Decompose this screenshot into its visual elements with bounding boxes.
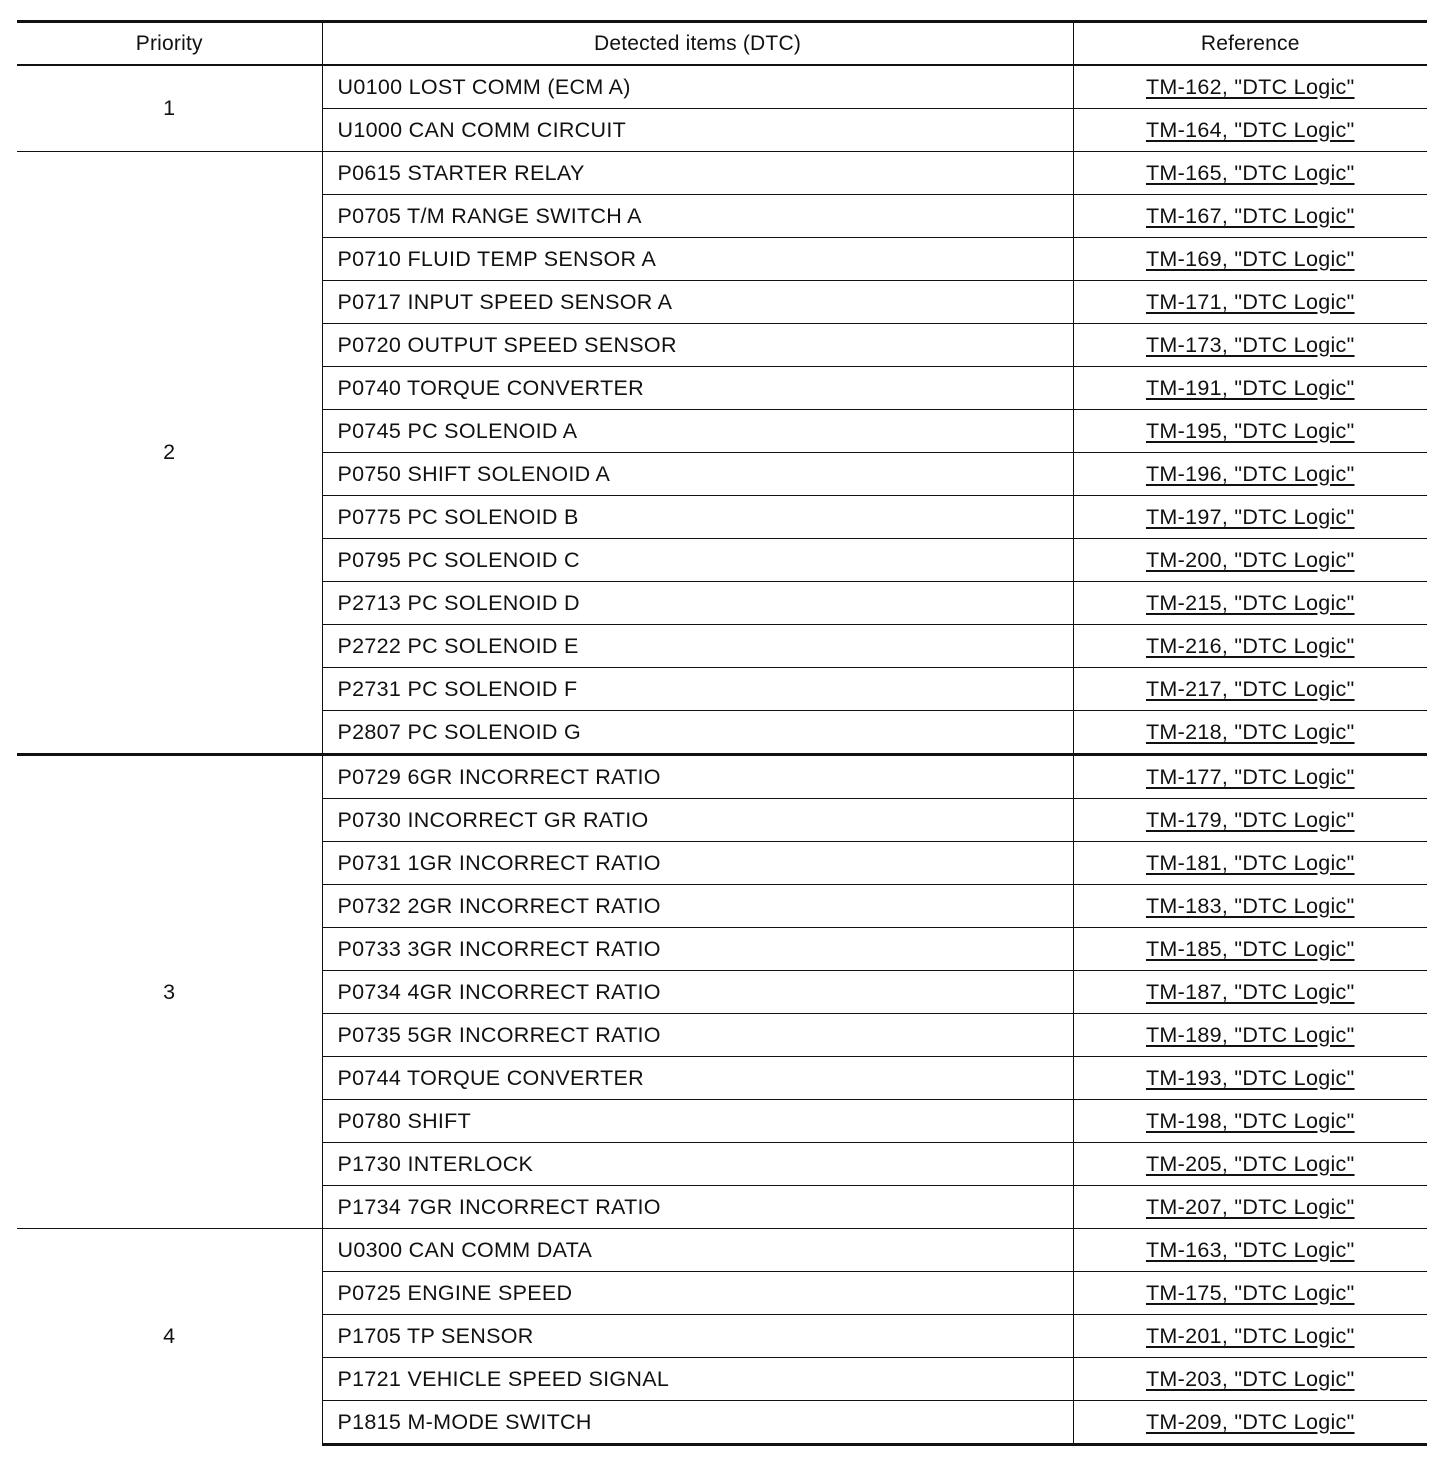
reference-cell (1073, 885, 1427, 928)
reference-cell (1073, 367, 1427, 410)
reference-link[interactable]: TM-177, "DTC Logic" (1145, 764, 1355, 789)
dtc-item-cell: P0725 ENGINE SPEED (322, 1272, 1073, 1315)
reference-cell (1073, 582, 1427, 625)
reference-link[interactable]: TM-189, "DTC Logic" (1145, 1022, 1355, 1047)
dtc-item-cell: P0733 3GR INCORRECT RATIO (322, 928, 1073, 971)
reference-cell (1073, 65, 1427, 109)
reference-link[interactable]: TM-185, "DTC Logic" (1145, 936, 1355, 961)
dtc-item-cell: P0731 1GR INCORRECT RATIO (322, 842, 1073, 885)
table-row (17, 65, 1427, 109)
dtc-item-cell: P0734 4GR INCORRECT RATIO (322, 971, 1073, 1014)
reference-link[interactable]: TM-164, "DTC Logic" (1145, 117, 1355, 142)
reference-link[interactable]: TM-163, "DTC Logic" (1145, 1237, 1355, 1262)
dtc-item-cell: P0732 2GR INCORRECT RATIO (322, 885, 1073, 928)
dtc-item-cell: P1721 VEHICLE SPEED SIGNAL (322, 1358, 1073, 1401)
reference-cell (1073, 711, 1427, 755)
reference-link[interactable]: TM-196, "DTC Logic" (1145, 461, 1355, 486)
dtc-item-cell: P0710 FLUID TEMP SENSOR A (322, 238, 1073, 281)
reference-cell (1073, 238, 1427, 281)
priority-cell: 3 (17, 755, 322, 1229)
dtc-item-cell: P0730 INCORRECT GR RATIO (322, 799, 1073, 842)
dtc-item-cell: P0775 PC SOLENOID B (322, 496, 1073, 539)
reference-cell (1073, 1186, 1427, 1229)
header-detected-items: Detected items (DTC) (322, 22, 1073, 66)
reference-cell (1073, 668, 1427, 711)
reference-cell (1073, 1143, 1427, 1186)
priority-cell: 1 (17, 65, 322, 152)
reference-link[interactable]: TM-181, "DTC Logic" (1145, 850, 1355, 875)
dtc-item-cell: P0750 SHIFT SOLENOID A (322, 453, 1073, 496)
reference-cell (1073, 842, 1427, 885)
reference-cell (1073, 625, 1427, 668)
dtc-item-cell: P2807 PC SOLENOID G (322, 711, 1073, 755)
reference-link[interactable]: TM-201, "DTC Logic" (1145, 1323, 1355, 1348)
dtc-item-cell: P0705 T/M RANGE SWITCH A (322, 195, 1073, 238)
dtc-item-cell: P0780 SHIFT (322, 1100, 1073, 1143)
reference-cell (1073, 324, 1427, 367)
reference-cell (1073, 799, 1427, 842)
reference-cell (1073, 971, 1427, 1014)
dtc-item-cell: P2731 PC SOLENOID F (322, 668, 1073, 711)
reference-link[interactable]: TM-207, "DTC Logic" (1145, 1194, 1355, 1219)
reference-link[interactable]: TM-216, "DTC Logic" (1145, 633, 1355, 658)
dtc-item-cell: P2713 PC SOLENOID D (322, 582, 1073, 625)
reference-link[interactable]: TM-200, "DTC Logic" (1145, 547, 1355, 572)
reference-cell (1073, 453, 1427, 496)
reference-link[interactable]: TM-169, "DTC Logic" (1145, 246, 1355, 271)
dtc-item-cell: P1730 INTERLOCK (322, 1143, 1073, 1186)
reference-cell (1073, 1014, 1427, 1057)
reference-link[interactable]: TM-179, "DTC Logic" (1145, 807, 1355, 832)
reference-link[interactable]: TM-173, "DTC Logic" (1145, 332, 1355, 357)
reference-link[interactable]: TM-195, "DTC Logic" (1145, 418, 1355, 443)
priority-cell: 4 (17, 1229, 322, 1445)
reference-cell (1073, 410, 1427, 453)
dtc-item-cell: P1815 M-MODE SWITCH (322, 1401, 1073, 1445)
reference-cell (1073, 152, 1427, 195)
reference-link[interactable]: TM-171, "DTC Logic" (1145, 289, 1355, 314)
reference-link[interactable]: TM-218, "DTC Logic" (1145, 719, 1355, 744)
table-body (17, 65, 1427, 1445)
reference-link[interactable]: TM-183, "DTC Logic" (1145, 893, 1355, 918)
dtc-item-cell: P0735 5GR INCORRECT RATIO (322, 1014, 1073, 1057)
dtc-item-cell: P2722 PC SOLENOID E (322, 625, 1073, 668)
reference-cell (1073, 195, 1427, 238)
reference-link[interactable]: TM-217, "DTC Logic" (1145, 676, 1355, 701)
reference-link[interactable]: TM-162, "DTC Logic" (1145, 74, 1355, 99)
dtc-item-cell: P0745 PC SOLENOID A (322, 410, 1073, 453)
reference-cell (1073, 1057, 1427, 1100)
reference-cell (1073, 1229, 1427, 1272)
dtc-item-cell: P0729 6GR INCORRECT RATIO (322, 755, 1073, 799)
table-row (17, 755, 1427, 799)
dtc-item-cell: P0795 PC SOLENOID C (322, 539, 1073, 582)
reference-cell (1073, 496, 1427, 539)
reference-cell (1073, 539, 1427, 582)
reference-cell (1073, 1272, 1427, 1315)
reference-link[interactable]: TM-165, "DTC Logic" (1145, 160, 1355, 185)
dtc-item-cell: P0717 INPUT SPEED SENSOR A (322, 281, 1073, 324)
dtc-item-cell: U0300 CAN COMM DATA (322, 1229, 1073, 1272)
table-header-row (17, 22, 1427, 66)
reference-link[interactable]: TM-193, "DTC Logic" (1145, 1065, 1355, 1090)
reference-link[interactable]: TM-191, "DTC Logic" (1145, 375, 1355, 400)
dtc-item-cell: P0615 STARTER RELAY (322, 152, 1073, 195)
dtc-item-cell: P0720 OUTPUT SPEED SENSOR (322, 324, 1073, 367)
reference-cell (1073, 1401, 1427, 1445)
dtc-item-cell: P1705 TP SENSOR (322, 1315, 1073, 1358)
dtc-item-cell: P0740 TORQUE CONVERTER (322, 367, 1073, 410)
reference-cell (1073, 928, 1427, 971)
reference-link[interactable]: TM-167, "DTC Logic" (1145, 203, 1355, 228)
dtc-item-cell: U0100 LOST COMM (ECM A) (322, 65, 1073, 109)
header-reference: Reference (1073, 22, 1427, 66)
header-priority: Priority (17, 22, 322, 66)
reference-cell (1073, 1358, 1427, 1401)
dtc-item-cell: P0744 TORQUE CONVERTER (322, 1057, 1073, 1100)
table-row (17, 152, 1427, 195)
dtc-item-cell: U1000 CAN COMM CIRCUIT (322, 109, 1073, 152)
table-row (17, 1229, 1427, 1272)
reference-cell (1073, 1100, 1427, 1143)
priority-cell: 2 (17, 152, 322, 755)
dtc-item-cell: P1734 7GR INCORRECT RATIO (322, 1186, 1073, 1229)
reference-link[interactable]: TM-209, "DTC Logic" (1145, 1409, 1355, 1434)
reference-link[interactable]: TM-197, "DTC Logic" (1145, 504, 1355, 529)
reference-cell (1073, 755, 1427, 799)
reference-cell (1073, 109, 1427, 152)
reference-link[interactable]: TM-205, "DTC Logic" (1145, 1151, 1355, 1176)
reference-link[interactable]: TM-203, "DTC Logic" (1145, 1366, 1355, 1391)
reference-link[interactable]: TM-198, "DTC Logic" (1145, 1108, 1355, 1133)
reference-link[interactable]: TM-215, "DTC Logic" (1145, 590, 1355, 615)
reference-link[interactable]: TM-175, "DTC Logic" (1145, 1280, 1355, 1305)
reference-cell (1073, 1315, 1427, 1358)
dtc-priority-table (17, 20, 1427, 1446)
reference-cell (1073, 281, 1427, 324)
reference-link[interactable]: TM-187, "DTC Logic" (1145, 979, 1355, 1004)
